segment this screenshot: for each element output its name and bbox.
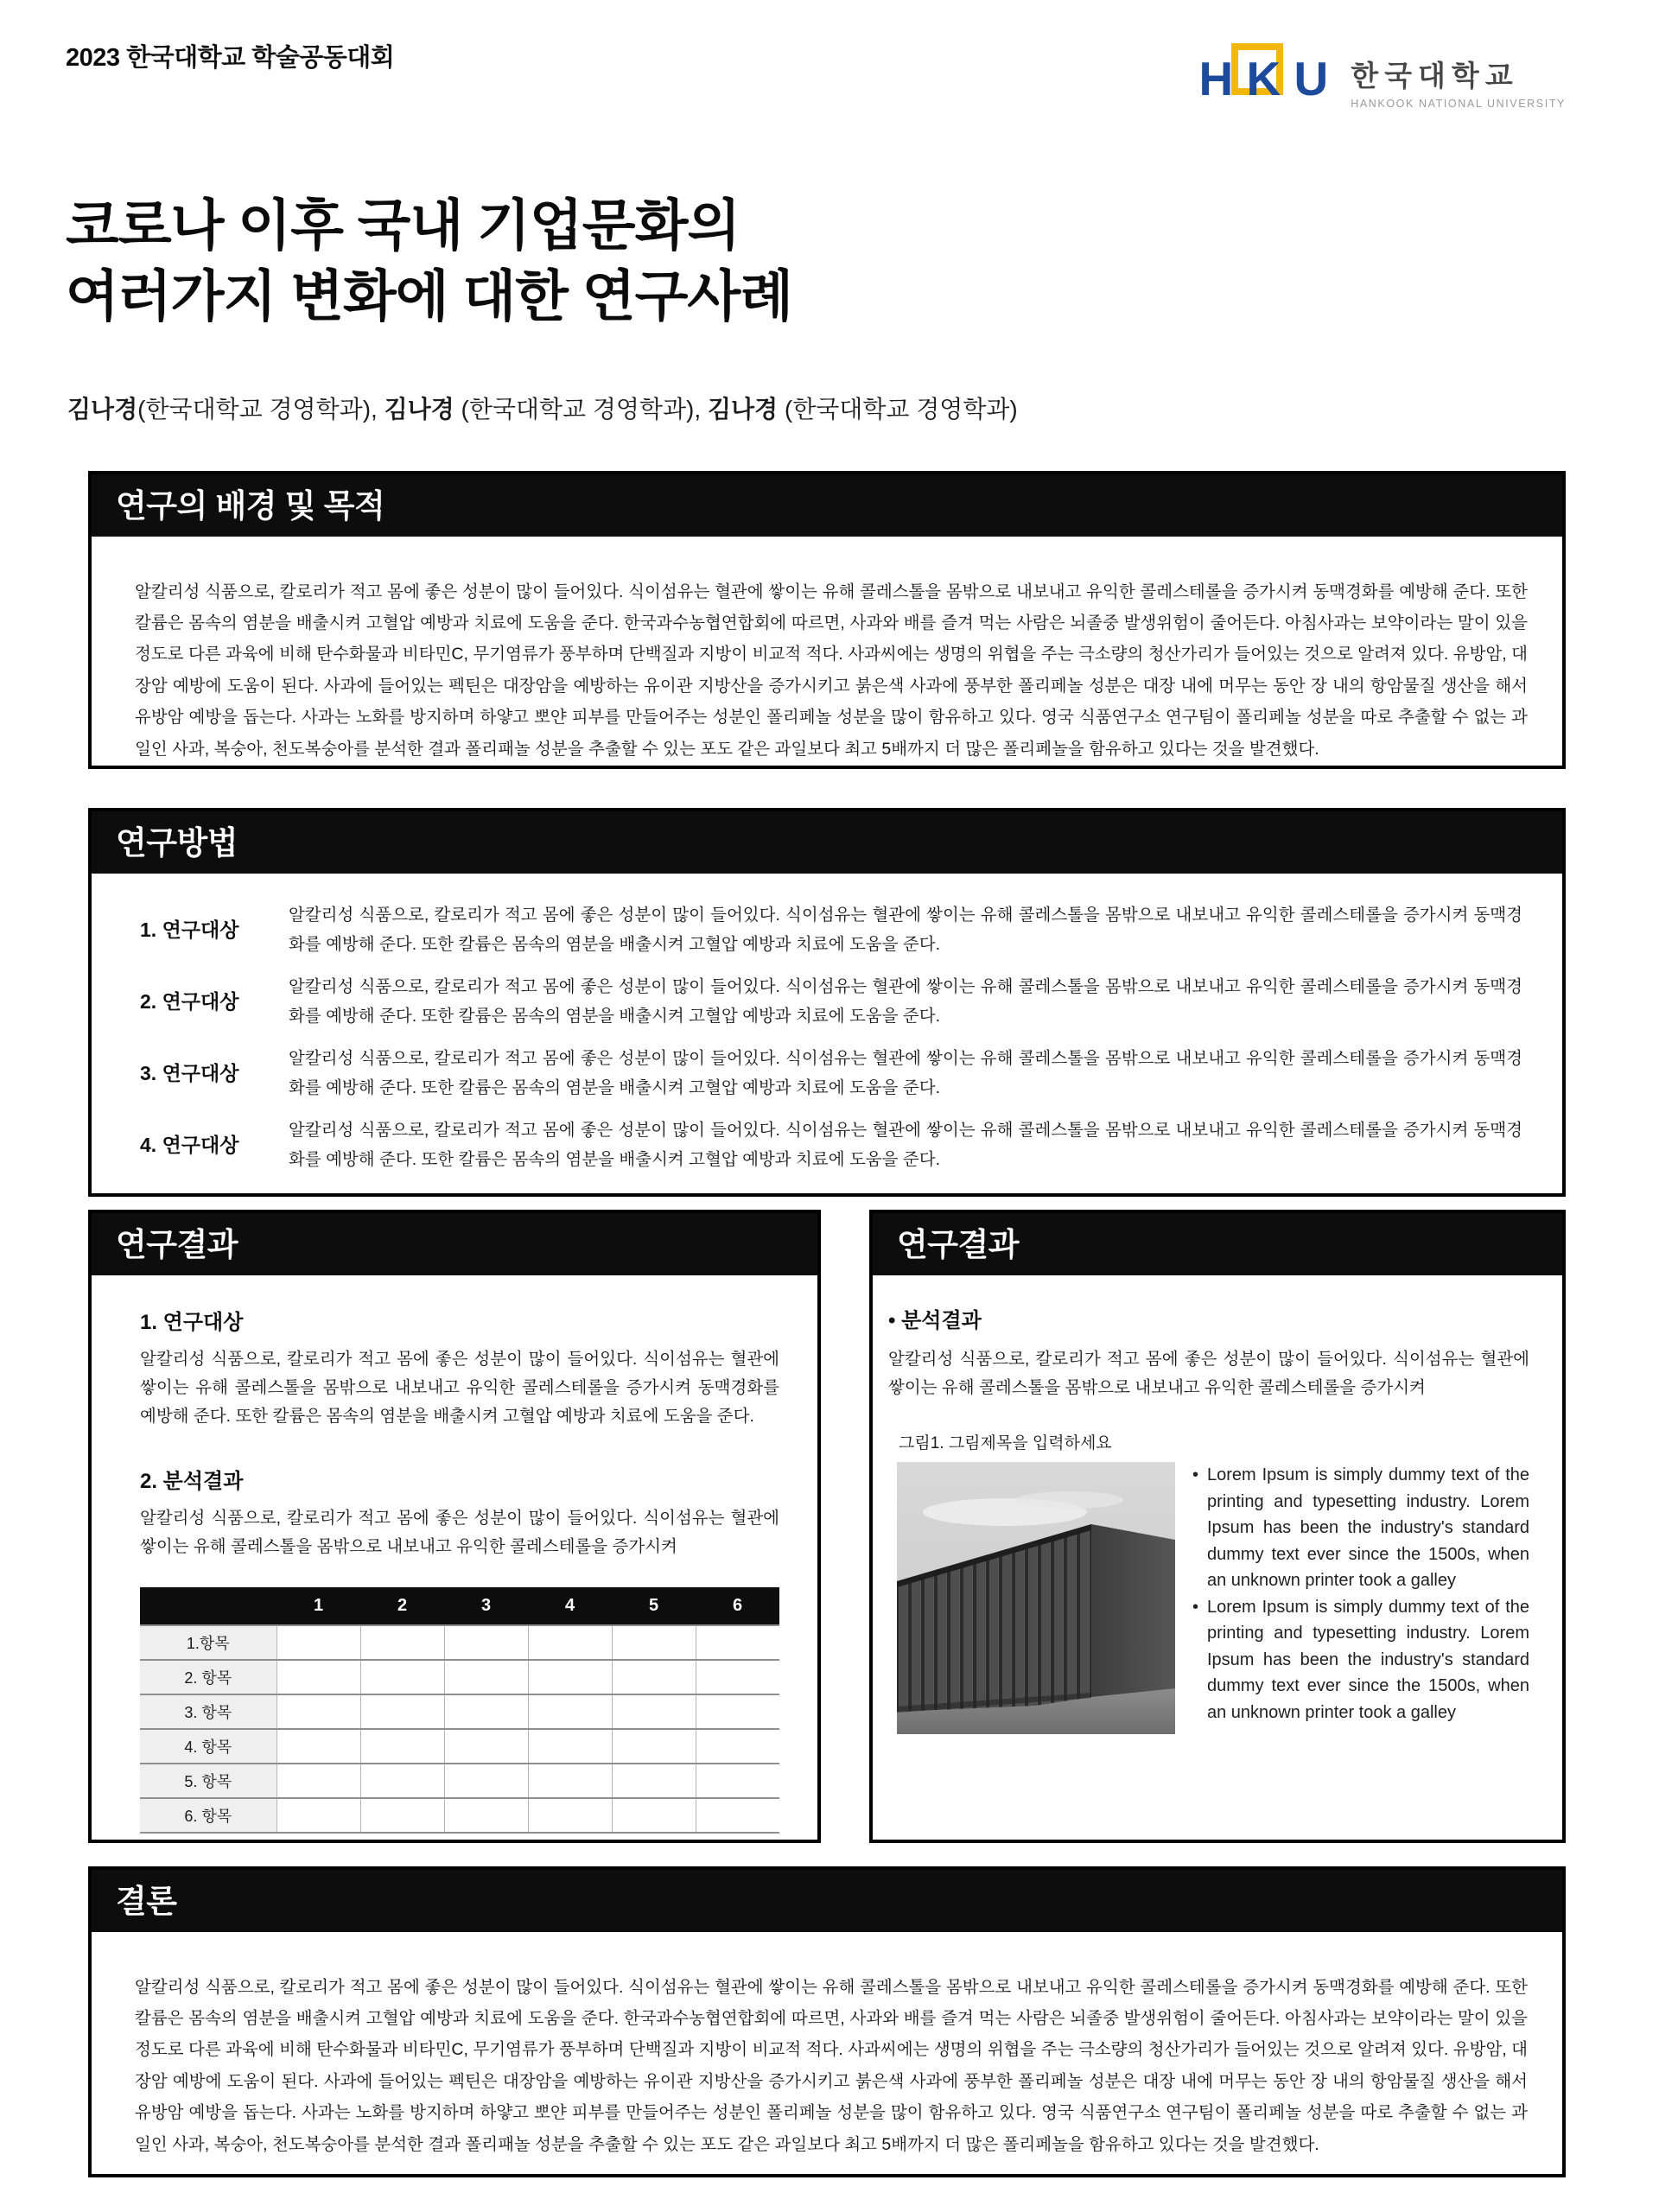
section-background-title: 연구의 배경 및 목적 bbox=[92, 474, 1562, 537]
table-cell bbox=[612, 1729, 696, 1764]
method-row bbox=[140, 901, 1522, 959]
table-cell bbox=[360, 1729, 444, 1764]
table-cell bbox=[612, 1764, 696, 1798]
table-cell bbox=[612, 1625, 696, 1660]
section-conclusion-body: 알칼리성 식품으로, 칼로리가 적고 몸에 좋은 성분이 많이 들어있다. 식이섬유는 혈관에 쌓이는 유해 콜레스톨을 몸밖으로 내보내고 유익한 콜레스테롤을 증가시켜 동맥경화를 예방해 준다. 또한 칼륨은 몸속의 염분을 배출시켜 고혈압 예방과 치료에 도움을 준다. 한국과수농협연합회에 따르면, 사과와 배를 즐겨 먹는 사람은 뇌졸중 발생위험이 줄어든다. 아침사과는 보약이라는 말이 있을 정도로 다른 과육에 비해 탄수화물과 비타민C, 무기염류가 풍부하며 단백질과 지방이 비교적 적다. 사과씨에는 생명의 위협을 주는 극소량의 청산가리가 들어있는 것으로 알려져 있다. 유방암, 대장암 예방에 도움이 된다. 사과에 들어있는 펙틴은 대장암을 예방하는 유이관 지방산을 증가시키고 붉은색 사과에 풍부한 폴리페놀 성분은 대장 내에 머무는 동안 장 내의 항암물질 생산을 해서 유방암 예방을 돕는다. 사과는 노화를 방지하며 하얗고 뽀얀 피부를 만들어주는 성분인 폴리페놀 성분을 많이 함유하고 있다. 영국 식품연구소 연구팀이 폴리페놀 성분을 따로 추출할 수 없는 과일인 사과, 복숭아, 천도복숭아를 분석한 결과 폴리패놀 성분을 추출할 수 있는 포도 같은 과일보다 최고 5배까지 더 많은 폴리페놀을 함유하고 있다는 것을 발견했다. bbox=[135, 1977, 1528, 2154]
methods-list bbox=[92, 874, 1562, 1174]
section-methods bbox=[88, 808, 1566, 1197]
table-col-header: 1 bbox=[276, 1587, 360, 1625]
table-cell bbox=[612, 1798, 696, 1833]
table-cell bbox=[276, 1694, 360, 1729]
method-row bbox=[140, 1045, 1522, 1103]
author-name: 김나경 bbox=[384, 396, 454, 423]
table-cell bbox=[696, 1660, 779, 1694]
table-cell bbox=[612, 1694, 696, 1729]
table-cell bbox=[444, 1729, 528, 1764]
conference-title: 2023 한국대학교 학술공동대회 bbox=[66, 44, 395, 72]
bullet-marker: • bbox=[1192, 1465, 1199, 1484]
logo-letter-u: U bbox=[1294, 52, 1329, 105]
table-col-header: 4 bbox=[528, 1587, 612, 1625]
table-cell bbox=[612, 1660, 696, 1694]
logo-university-name-en: HANKOOK NATIONAL UNIVERSITY bbox=[1351, 98, 1566, 110]
section-results-left bbox=[88, 1210, 821, 1843]
results-table bbox=[140, 1587, 779, 1834]
bullet-marker: • bbox=[1192, 1597, 1199, 1617]
table-cell bbox=[528, 1660, 612, 1694]
table-row bbox=[140, 1764, 779, 1798]
logo-letter-h: H bbox=[1198, 52, 1234, 105]
table-corner-cell bbox=[140, 1587, 276, 1625]
table-cell bbox=[276, 1764, 360, 1798]
analysis-heading-label: 분석결과 bbox=[901, 1309, 982, 1332]
bullet-marker: • bbox=[888, 1309, 896, 1332]
section-conclusion bbox=[88, 1866, 1566, 2177]
method-label: 2. 연구대상 bbox=[140, 990, 239, 1013]
section-background-body: 알칼리성 식품으로, 칼로리가 적고 몸에 좋은 성분이 많이 들어있다. 식이섬유는 혈관에 쌓이는 유해 콜레스톨을 몸밖으로 내보내고 유익한 콜레스테롤을 증가시켜 동맥경화를 예방해 준다. 또한 칼륨은 몸속의 염분을 배출시켜 고혈압 예방과 치료에 도움을 준다. 한국과수농협연합회에 따르면, 사과와 배를 즐겨 먹는 사람은 뇌졸중 발생위험이 줄어든다. 아침사과는 보약이라는 말이 있을 정도로 다른 과육에 비해 탄수화물과 비타민C, 무기염류가 풍부하며 단백질과 지방이 비교적 적다. 사과씨에는 생명의 위협을 주는 극소량의 청산가리가 들어있는 것으로 알려져 있다. 유방암, 대장암 예방에 도움이 된다. 사과에 들어있는 펙틴은 대장암을 예방하는 유이관 지방산을 증가시키고 붉은색 사과에 풍부한 폴리페놀 성분은 대장 내에 머무는 동안 장 내의 항암물질 생산을 해서 유방암 예방을 돕는다. 사과는 노화를 방지하며 하얗고 뽀얀 피부를 만들어주는 성분인 폴리페놀 성분을 많이 함유하고 있다. 영국 식품연구소 연구팀이 폴리페놀 성분을 따로 추출할 수 없는 과일인 사과, 복숭아, 천도복숭아를 분석한 결과 폴리패놀 성분을 추출할 수 있는 포도 같은 과일보다 최고 5배까지 더 많은 폴리페놀을 함유하고 있다는 것을 발견했다. bbox=[135, 582, 1528, 759]
author-name: 김나경 bbox=[67, 396, 138, 423]
table-cell bbox=[696, 1729, 779, 1764]
table-cell bbox=[696, 1798, 779, 1833]
analysis-heading bbox=[888, 1303, 1529, 1333]
table-row bbox=[140, 1729, 779, 1764]
results-left-content bbox=[92, 1275, 817, 1834]
analysis-text: 알칼리성 식품으로, 칼로리가 적고 몸에 좋은 성분이 많이 들어있다. 식이섬유는 혈관에 쌓이는 유해 콜레스톨을 몸밖으로 내보내고 유익한 콜레스테롤을 증가시켜 bbox=[888, 1350, 1529, 1397]
method-text: 알칼리성 식품으로, 칼로리가 적고 몸에 좋은 성분이 많이 들어있다. 식이섬유는 혈관에 쌓이는 유해 콜레스톨을 몸밖으로 내보내고 유익한 콜레스테롤을 증가시켜 동맥경화를 예방해 준다. 또한 칼륨은 몸속의 염분을 배출시켜 고혈압 예방과 치료에 도움을 준다. bbox=[289, 977, 1522, 1026]
university-logo bbox=[1198, 43, 1566, 110]
table-cell bbox=[528, 1764, 612, 1798]
logo-university-name-ko: 한국대학교 bbox=[1351, 60, 1519, 92]
table-row-label: 6. 항목 bbox=[140, 1798, 276, 1833]
table-row bbox=[140, 1798, 779, 1833]
table-cell bbox=[528, 1729, 612, 1764]
table-cell bbox=[528, 1694, 612, 1729]
method-row bbox=[140, 1116, 1522, 1174]
table-cell bbox=[696, 1694, 779, 1729]
table-cell bbox=[444, 1764, 528, 1798]
table-row bbox=[140, 1625, 779, 1660]
table-cell bbox=[276, 1660, 360, 1694]
bullet-text: Lorem Ipsum is simply dummy text of the printing and typesetting industry. Lorem Ipsum has been the industry's standard dummy text ever since the 1500s, when an unknown printer took a galley bbox=[1207, 1465, 1529, 1590]
results-item1-heading: 1. 연구대상 bbox=[140, 1311, 244, 1334]
table-cell bbox=[528, 1798, 612, 1833]
table-cell bbox=[444, 1625, 528, 1660]
list-item bbox=[1192, 1594, 1529, 1726]
table-cell bbox=[360, 1764, 444, 1798]
results-right-content bbox=[873, 1275, 1562, 1734]
figure-caption: 그림1. 그림제목을 입력하세요 bbox=[899, 1434, 1112, 1452]
section-results-right bbox=[869, 1210, 1566, 1843]
method-label: 4. 연구대상 bbox=[140, 1134, 239, 1156]
table-row-label: 2. 항목 bbox=[140, 1660, 276, 1694]
section-methods-title: 연구방법 bbox=[92, 811, 1562, 874]
table-row bbox=[140, 1694, 779, 1729]
table-cell bbox=[360, 1660, 444, 1694]
table-row-label: 1.항목 bbox=[140, 1625, 276, 1660]
bullet-list bbox=[1192, 1462, 1529, 1734]
method-label: 1. 연구대상 bbox=[140, 918, 239, 941]
table-row bbox=[140, 1660, 779, 1694]
section-conclusion-title: 결론 bbox=[92, 1870, 1562, 1932]
table-row-label: 5. 항목 bbox=[140, 1764, 276, 1798]
logo-mark bbox=[1198, 43, 1333, 108]
table-cell bbox=[696, 1764, 779, 1798]
poster-title-line2: 여러가지 변화에 대한 연구사례 bbox=[66, 265, 793, 327]
logo-text bbox=[1351, 43, 1566, 110]
method-label: 3. 연구대상 bbox=[140, 1062, 239, 1084]
table-cell bbox=[276, 1625, 360, 1660]
author-name: 김나경 bbox=[707, 396, 779, 423]
table-col-header: 5 bbox=[612, 1587, 696, 1625]
section-background bbox=[88, 471, 1566, 769]
method-text: 알칼리성 식품으로, 칼로리가 적고 몸에 좋은 성분이 많이 들어있다. 식이섬유는 혈관에 쌓이는 유해 콜레스톨을 몸밖으로 내보내고 유익한 콜레스테롤을 증가시켜 동맥경화를 예방해 준다. 또한 칼륨은 몸속의 염분을 배출시켜 고혈압 예방과 치료에 도움을 준다. bbox=[289, 1049, 1522, 1097]
author-list bbox=[67, 391, 1018, 425]
results-item1-text: 알칼리성 식품으로, 칼로리가 적고 몸에 좋은 성분이 많이 들어있다. 식이섬유는 혈관에 쌓이는 유해 콜레스톨을 몸밖으로 내보내고 유익한 콜레스테롤을 증가시켜 동맥경화를 예방해 준다. 또한 칼륨은 몸속의 염분을 배출시켜 고혈압 예방과 치료에 도움을 준다. bbox=[140, 1350, 779, 1426]
table-col-header: 6 bbox=[696, 1587, 779, 1625]
author-affiliation: (한국대학교 경영학과), bbox=[454, 396, 708, 423]
poster-title-line1: 코로나 이후 국내 기업문화의 bbox=[66, 194, 741, 257]
table-header-row bbox=[140, 1587, 779, 1625]
bullet-text: Lorem Ipsum is simply dummy text of the printing and typesetting industry. Lorem Ipsum has been the industry's standard dummy text ever since the 1500s, when an unknown printer took a galley bbox=[1207, 1597, 1529, 1722]
table-cell bbox=[444, 1694, 528, 1729]
table-row-label: 3. 항목 bbox=[140, 1694, 276, 1729]
building-photo bbox=[897, 1462, 1175, 1734]
poster-title bbox=[66, 190, 792, 332]
table-cell bbox=[276, 1798, 360, 1833]
author-affiliation: (한국대학교 경영학과) bbox=[778, 396, 1018, 423]
table-col-header: 2 bbox=[360, 1587, 444, 1625]
figure-row bbox=[897, 1462, 1529, 1734]
logo-letter-k: K bbox=[1246, 52, 1281, 105]
results-item2-heading: 2. 분석결과 bbox=[140, 1470, 244, 1493]
table-cell bbox=[528, 1625, 612, 1660]
method-text: 알칼리성 식품으로, 칼로리가 적고 몸에 좋은 성분이 많이 들어있다. 식이섬유는 혈관에 쌓이는 유해 콜레스톨을 몸밖으로 내보내고 유익한 콜레스테롤을 증가시켜 동맥경화를 예방해 준다. 또한 칼륨은 몸속의 염분을 배출시켜 고혈압 예방과 치료에 도움을 준다. bbox=[289, 1121, 1522, 1169]
results-item2-text: 알칼리성 식품으로, 칼로리가 적고 몸에 좋은 성분이 많이 들어있다. 식이섬유는 혈관에 쌓이는 유해 콜레스톨을 몸밖으로 내보내고 유익한 콜레스테롤을 증가시켜 bbox=[140, 1509, 779, 1556]
table-cell bbox=[360, 1694, 444, 1729]
section-results-right-title: 연구결과 bbox=[873, 1213, 1562, 1275]
method-text: 알칼리성 식품으로, 칼로리가 적고 몸에 좋은 성분이 많이 들어있다. 식이섬유는 혈관에 쌓이는 유해 콜레스톨을 몸밖으로 내보내고 유익한 콜레스테롤을 증가시켜 동맥경화를 예방해 준다. 또한 칼륨은 몸속의 염분을 배출시켜 고혈압 예방과 치료에 도움을 준다. bbox=[289, 906, 1522, 954]
table-cell bbox=[696, 1625, 779, 1660]
table-cell bbox=[444, 1798, 528, 1833]
section-results-left-title: 연구결과 bbox=[92, 1213, 817, 1275]
table-cell bbox=[276, 1729, 360, 1764]
table-cell bbox=[360, 1625, 444, 1660]
table-row-label: 4. 항목 bbox=[140, 1729, 276, 1764]
table-col-header: 3 bbox=[444, 1587, 528, 1625]
author-affiliation: (한국대학교 경영학과), bbox=[137, 396, 385, 423]
list-item bbox=[1192, 1462, 1529, 1594]
table-cell bbox=[444, 1660, 528, 1694]
table-cell bbox=[360, 1798, 444, 1833]
method-row bbox=[140, 973, 1522, 1031]
